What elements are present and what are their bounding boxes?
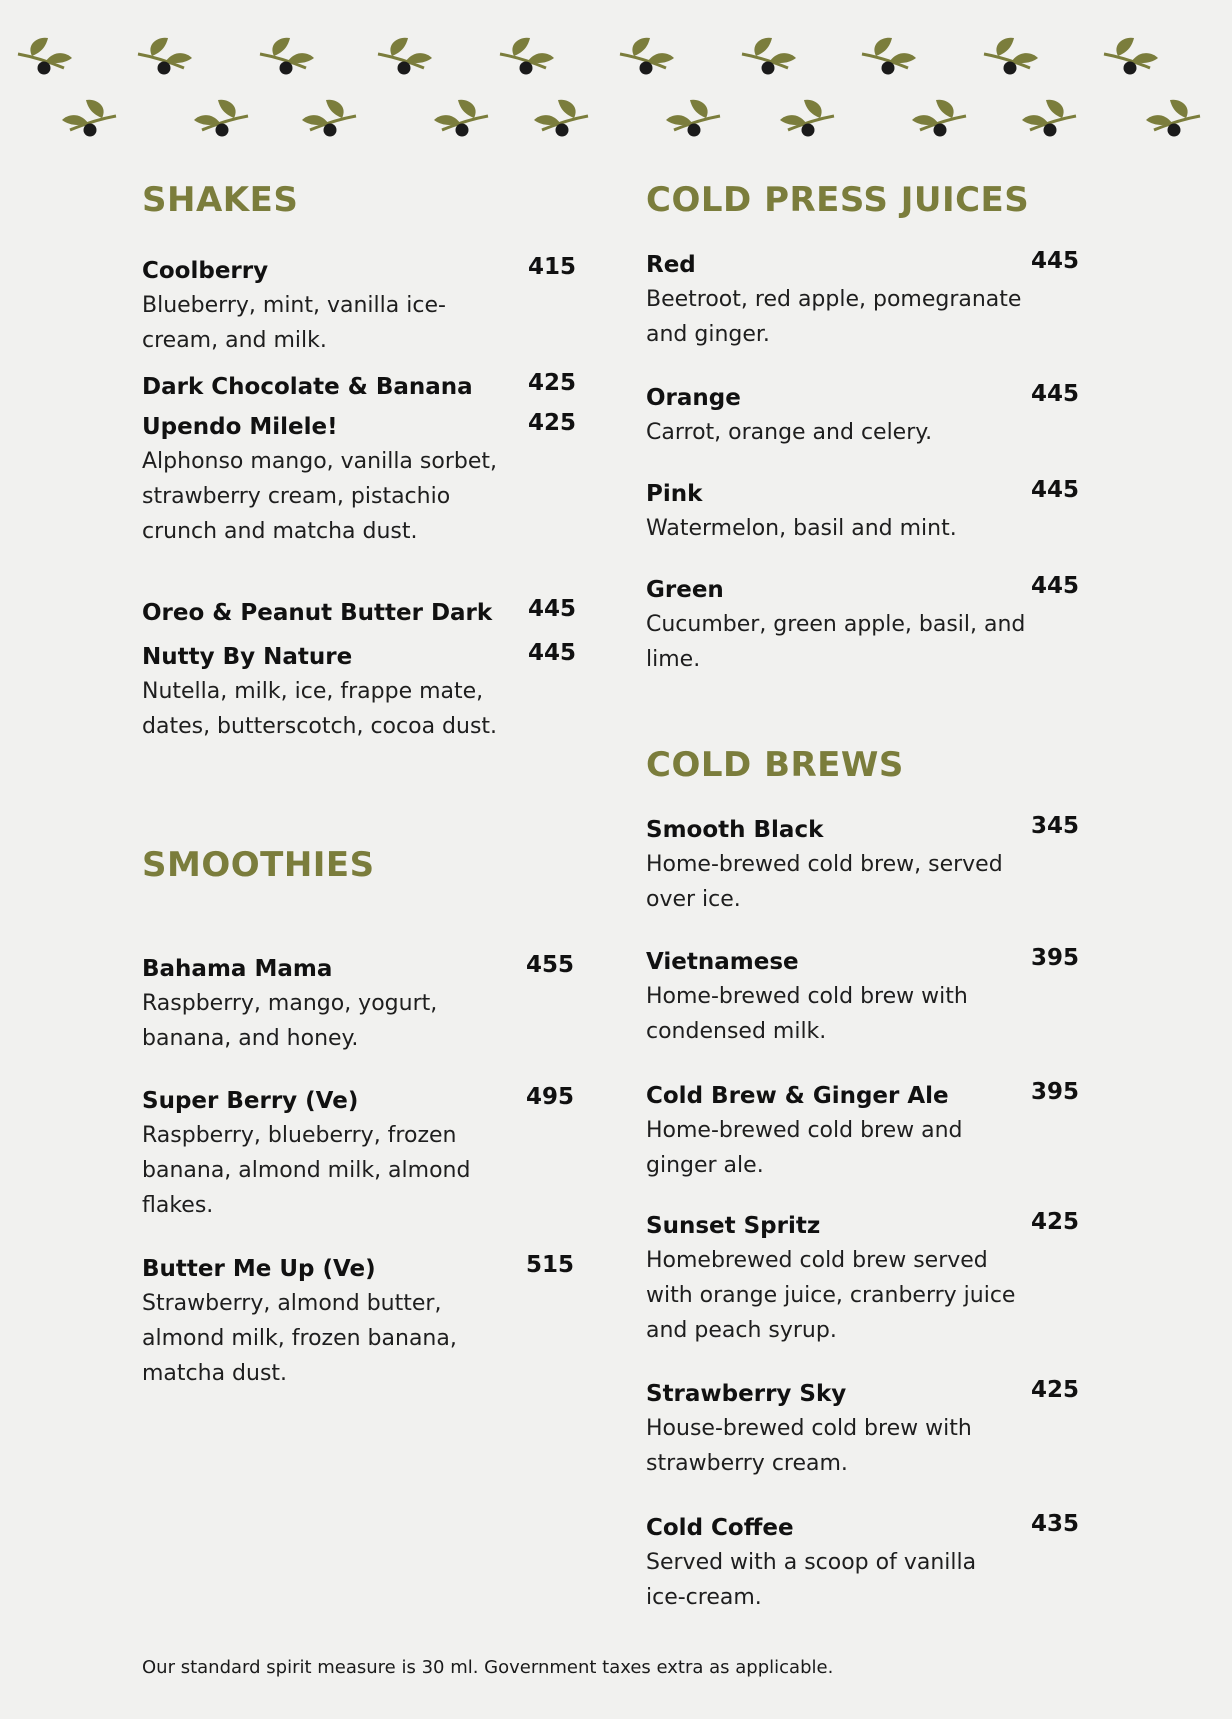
item-name: Butter Me Up (Ve) [142,1256,376,1282]
olive-branch-icon [62,100,116,137]
olive-branch-icon [18,38,72,75]
item-description: Homebrewed cold brew served with orange juice, cranberry juice and peach syrup. [646,1248,1016,1343]
item-name: Upendo Milele! [142,414,338,440]
item-name: Orange [646,385,741,411]
olive-branch-icon [138,38,192,75]
olive-branch-icon [534,100,588,137]
olive-branch-icon [302,100,356,137]
olive-branch-icon [620,38,674,75]
olive-border [0,0,1232,150]
item-description: Home-brewed cold brew and ginger ale. [646,1118,963,1178]
item-price: 425 [1031,1209,1080,1235]
menu-item-cold-coffee [646,1513,1086,1615]
item-description: Beetroot, red apple, pomegranate and ginger. [646,287,1022,347]
item-description: Blueberry, mint, vanilla ice-cream, and milk. [142,293,446,353]
olive-branch-icon [378,38,432,75]
item-price: 395 [1031,945,1080,971]
item-price: 495 [526,1084,575,1110]
item-price: 445 [528,596,577,622]
cold-press-juices-heading: COLD PRESS JUICES [646,180,1030,220]
item-price: 455 [526,952,575,978]
item-name: Bahama Mama [142,956,333,982]
item-price: 515 [526,1252,575,1278]
olive-branch-icon [1146,100,1200,137]
item-price: 425 [1031,1377,1080,1403]
menu-item-oreo-peanut-butter-dark [142,598,582,628]
item-price: 415 [528,254,577,280]
item-price: 445 [1031,381,1080,407]
item-price: 445 [1031,248,1080,274]
olive-branch-icon [780,100,834,137]
item-name: Dark Chocolate & Banana [142,374,473,400]
menu-item-nutty-by-nature [142,642,582,744]
menu-item-orange [646,383,1086,450]
menu-item-sunset-spritz [646,1211,1086,1348]
item-name: Strawberry Sky [646,1381,847,1407]
olive-branch-icon [666,100,720,137]
olive-branch-icon [742,38,796,75]
item-price: 445 [1031,573,1080,599]
shakes-heading: SHAKES [142,180,299,220]
item-price: 435 [1031,1511,1080,1537]
menu-item-pink [646,479,1086,546]
item-price: 425 [528,370,577,396]
menu-item-vietnamese [646,947,1086,1049]
item-price: 425 [528,410,577,436]
item-name: Cold Coffee [646,1515,794,1541]
menu-item-bahama-mama [142,954,582,1056]
item-description: Watermelon, basil and mint. [646,516,957,541]
item-price: 445 [528,640,577,666]
item-name: Smooth Black [646,817,824,843]
item-name: Vietnamese [646,949,799,975]
item-description: Nutella, milk, ice, frappe mate, dates, butterscotch, cocoa dust. [142,679,498,739]
item-name: Super Berry (Ve) [142,1088,359,1114]
item-name: Nutty By Nature [142,644,353,670]
menu-item-butter-me-up-ve [142,1254,582,1391]
item-description: Carrot, orange and celery. [646,420,933,445]
menu-item-super-berry-ve [142,1086,582,1223]
smoothies-heading: SMOOTHIES [142,845,375,885]
olive-branch-icon [1104,38,1158,75]
item-description: Served with a scoop of vanilla ice-cream. [646,1550,977,1610]
menu-item-red [646,250,1086,352]
olive-branch-icon [862,38,916,75]
footer-note: Our standard spirit measure is 30 ml. Government taxes extra as applicable. [142,1657,834,1678]
item-price: 345 [1031,813,1080,839]
menu-item-dark-chocolate-banana [142,372,582,402]
menu-item-strawberry-sky [646,1379,1086,1481]
item-name: Red [646,252,696,278]
menu-item-green [646,575,1086,677]
olive-branch-icon [194,100,248,137]
item-name: Coolberry [142,258,269,284]
menu-item-cold-brew-ginger-ale [646,1081,1086,1183]
item-description: Strawberry, almond butter, almond milk, frozen banana, matcha dust. [142,1291,457,1386]
olive-branch-icon [434,100,488,137]
item-name: Green [646,577,724,603]
item-price: 395 [1031,1079,1080,1105]
olive-branch-icon [260,38,314,75]
olive-branch-icon [984,38,1038,75]
item-name: Sunset Spritz [646,1213,821,1239]
item-description: Cucumber, green apple, basil, and lime. [646,612,1026,672]
menu-item-upendo-milele [142,412,582,549]
cold-brews-heading: COLD BREWS [646,745,904,785]
olive-branch-icon [1022,100,1076,137]
item-description: House-brewed cold brew with strawberry cream. [646,1416,972,1476]
item-price: 445 [1031,477,1080,503]
item-description: Raspberry, blueberry, frozen banana, almond milk, almond flakes. [142,1123,471,1218]
item-name: Oreo & Peanut Butter Dark [142,600,493,626]
olive-branch-icon [500,38,554,75]
item-name: Pink [646,481,703,507]
olive-branch-icon [912,100,966,137]
item-description: Home-brewed cold brew with condensed milk. [646,984,968,1044]
menu-item-coolberry [142,256,582,358]
menu-item-smooth-black [646,815,1086,917]
item-name: Cold Brew & Ginger Ale [646,1083,949,1109]
item-description: Raspberry, mango, yogurt, banana, and honey. [142,991,438,1051]
item-description: Alphonso mango, vanilla sorbet, strawberry cream, pistachio crunch and matcha dust. [142,449,497,544]
item-description: Home-brewed cold brew, served over ice. [646,852,1003,912]
